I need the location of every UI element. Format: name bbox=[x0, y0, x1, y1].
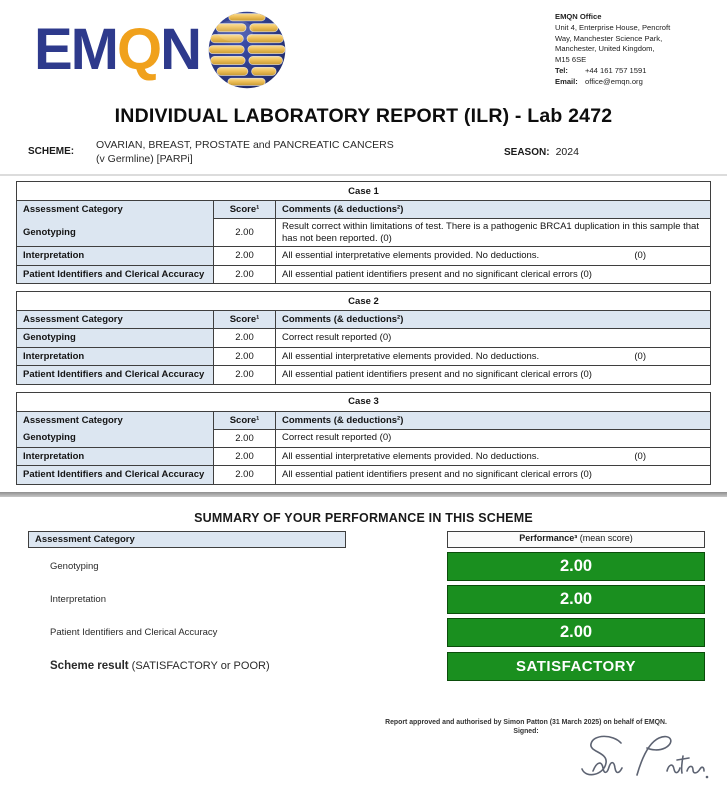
comment-cell bbox=[276, 347, 711, 366]
col-header-comments: Comments (& deductions²) bbox=[276, 411, 711, 429]
col-header-score: Score¹ bbox=[214, 411, 276, 429]
emqn-logo-text bbox=[34, 6, 200, 94]
office-address-line: Way, Manchester Science Park, bbox=[555, 33, 663, 43]
table-row bbox=[17, 447, 711, 466]
summary-header-row bbox=[28, 531, 705, 548]
col-header-comments: Comments (& deductions²) bbox=[276, 311, 711, 329]
deduction-text: (0) bbox=[634, 450, 646, 462]
category-cell: Patient Identifiers and Clerical Accuracy bbox=[17, 265, 214, 284]
score-cell: 2.00 bbox=[214, 265, 276, 284]
tel-label: Tel: bbox=[555, 65, 568, 75]
emqn-logo bbox=[34, 6, 288, 94]
office-title: EMQN Office bbox=[555, 12, 602, 21]
scheme-result-box: SATISFACTORY bbox=[447, 652, 705, 681]
col-header-comments: Comments (& deductions²) bbox=[276, 201, 711, 219]
score-cell: 2.00 bbox=[214, 247, 276, 266]
comment-cell: Result correct within limitations of test. There is a pathogenic BRCA1 duplication in this sample that has not been reported. (0) bbox=[276, 219, 711, 247]
table-row bbox=[17, 347, 711, 366]
approval-text: Report approved and authorised by Simon Patton (31 March 2025) on behalf of EMQN. bbox=[385, 719, 667, 726]
score-cell: 2.00 bbox=[214, 466, 276, 485]
performance-header-sub: (mean score) bbox=[577, 533, 633, 543]
case-1-table bbox=[16, 181, 711, 284]
category-cell: Interpretation bbox=[17, 347, 214, 366]
scheme-label: SCHEME: bbox=[28, 146, 75, 157]
office-address-line: M15 6SE bbox=[555, 55, 587, 65]
summary-category-label: Genotyping bbox=[50, 560, 99, 572]
email-label: Email: bbox=[555, 76, 578, 86]
scheme-result-row bbox=[28, 652, 705, 681]
scheme-result-label-rest: (SATISFACTORY or POOR) bbox=[128, 660, 270, 672]
section-divider bbox=[0, 492, 727, 497]
divider-thin bbox=[0, 174, 727, 176]
score-cell: 2.00 bbox=[214, 447, 276, 466]
table-row bbox=[17, 466, 711, 485]
case-title: Case 1 bbox=[17, 182, 711, 201]
comment-cell: Correct result reported (0) bbox=[276, 429, 711, 447]
summary-category-label: Patient Identifiers and Clerical Accuracy bbox=[50, 626, 218, 638]
performance-header-bold: Performance³ bbox=[519, 533, 578, 543]
case-3-table bbox=[16, 392, 711, 485]
case-title: Case 2 bbox=[17, 292, 711, 311]
comment-cell bbox=[276, 247, 711, 266]
scheme-value bbox=[96, 139, 456, 166]
category-cell: Patient Identifiers and Clerical Accuracy bbox=[17, 466, 214, 485]
comment-cell: All essential patient identifiers present and no significant clerical errors (0) bbox=[276, 466, 711, 485]
table-row bbox=[17, 219, 711, 247]
table-row bbox=[17, 265, 711, 284]
category-cell: Genotyping bbox=[17, 329, 214, 348]
email-value: office@emqn.org bbox=[585, 76, 643, 86]
scheme-value-line2: (v Germline) [PARPi] bbox=[96, 152, 193, 165]
category-cell: Patient Identifiers and Clerical Accuracy bbox=[17, 366, 214, 385]
col-header-score: Score¹ bbox=[214, 311, 276, 329]
deduction-text: (0) bbox=[634, 350, 646, 362]
performance-score-box: 2.00 bbox=[447, 618, 705, 647]
comment-text: All essential interpretative elements provided. No deductions. bbox=[282, 350, 540, 362]
summary-performance-header bbox=[447, 531, 705, 548]
season-label: SEASON: bbox=[504, 147, 550, 158]
score-cell: 2.00 bbox=[214, 429, 276, 447]
summary-row bbox=[28, 618, 705, 647]
performance-score-box: 2.00 bbox=[447, 585, 705, 614]
office-address-line: Unit 4, Enterprise House, Pencroft bbox=[555, 22, 671, 32]
page-title: INDIVIDUAL LABORATORY REPORT (ILR) - Lab 2472 bbox=[114, 105, 613, 127]
performance-score-box: 2.00 bbox=[447, 552, 705, 581]
logo-em: EM bbox=[34, 17, 117, 82]
scheme-value-line1: OVARIAN, BREAST, PROSTATE and PANCREATIC CANCERS bbox=[96, 139, 394, 151]
comment-cell: All essential patient identifiers present and no significant clerical errors (0) bbox=[276, 366, 711, 385]
summary-category-header: Assessment Category bbox=[28, 531, 346, 548]
table-row bbox=[17, 329, 711, 348]
report-header bbox=[0, 0, 727, 100]
summary-title: SUMMARY OF YOUR PERFORMANCE IN THIS SCHEME bbox=[194, 510, 533, 525]
case-2-table bbox=[16, 291, 711, 385]
summary-row bbox=[28, 552, 705, 581]
season bbox=[504, 139, 579, 166]
table-row bbox=[17, 366, 711, 385]
col-header-category: Assessment Category bbox=[17, 411, 214, 429]
col-header-category: Assessment Category bbox=[17, 201, 214, 219]
tel-value: +44 161 757 1591 bbox=[585, 65, 647, 75]
score-cell: 2.00 bbox=[214, 219, 276, 247]
table-row bbox=[17, 429, 711, 447]
category-cell: Genotyping bbox=[17, 429, 214, 447]
office-address-block bbox=[555, 12, 713, 88]
logo-n: N bbox=[160, 17, 201, 82]
score-cell: 2.00 bbox=[214, 347, 276, 366]
comment-cell: All essential patient identifiers present and no significant clerical errors (0) bbox=[276, 265, 711, 284]
scheme-result-label bbox=[28, 660, 270, 672]
category-cell: Interpretation bbox=[17, 447, 214, 466]
case-title: Case 3 bbox=[17, 392, 711, 411]
comment-cell: Correct result reported (0) bbox=[276, 329, 711, 348]
comment-cell bbox=[276, 447, 711, 466]
score-cell: 2.00 bbox=[214, 366, 276, 385]
table-row bbox=[17, 247, 711, 266]
category-cell: Interpretation bbox=[17, 247, 214, 266]
category-cell: Genotyping bbox=[17, 219, 214, 247]
scheme-result-label-bold: Scheme result bbox=[50, 660, 129, 672]
comment-text: All essential interpretative elements provided. No deductions. bbox=[282, 450, 540, 462]
comment-text: All essential interpretative elements provided. No deductions. bbox=[282, 250, 540, 261]
office-address-line: Manchester, United Kingdom, bbox=[555, 44, 655, 54]
col-header-score: Score¹ bbox=[214, 201, 276, 219]
emqn-globe-icon bbox=[206, 9, 288, 91]
score-cell: 2.00 bbox=[214, 329, 276, 348]
deduction-text: (0) bbox=[634, 250, 646, 261]
col-header-category: Assessment Category bbox=[17, 311, 214, 329]
logo-q: Q bbox=[117, 17, 161, 82]
summary-category-label: Interpretation bbox=[50, 593, 106, 605]
scheme-row bbox=[28, 139, 699, 166]
summary-row bbox=[28, 585, 705, 614]
signed-label: Signed: bbox=[513, 728, 539, 735]
season-value: 2024 bbox=[555, 146, 579, 158]
signature-image bbox=[577, 733, 709, 789]
